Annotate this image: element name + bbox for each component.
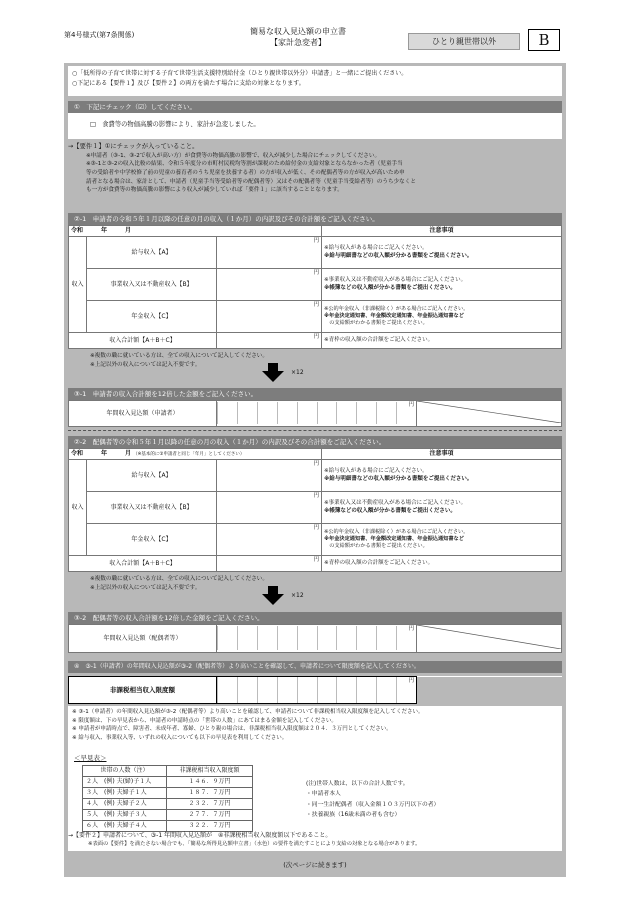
pension-input[interactable] bbox=[217, 301, 322, 333]
total-label: 収入合計額【A＋B＋C】 bbox=[69, 333, 217, 349]
note: ※給与明細書などの収入額が分かる書類をご提出ください。 bbox=[324, 475, 473, 482]
limit-note: ※ ③-1（申請者）の年間収入見込額が③-2（配偶者等）より高いことを確認して、申請者について非課税相当収入限度額を記入してください。 bbox=[72, 709, 424, 715]
yen-unit: 円 bbox=[313, 334, 319, 340]
s1-note: ※③-1と③-2の収入比較の結果、令和５年度分の市町村民税均等割が課税のため給付金の支給対象とならなかった者（児童手当 bbox=[86, 161, 403, 168]
requirement2-note: ※表面の【要件】を満たさない場合でも、「簡易な所得見込額申立書」（水色）の要件を満たすことにより支給の対象となる場合があります。 bbox=[88, 841, 421, 847]
yen-unit: 円 bbox=[313, 557, 319, 563]
salary-input[interactable] bbox=[217, 237, 322, 269]
intro-line-1: ○「低所得の子育て世帯に対する子育て世帯生活支援特別給付金（ひとり親世帯以外分）申請書」と一緒にご提出ください。 bbox=[72, 70, 408, 77]
document-title bbox=[228, 27, 368, 49]
down-arrow-icon bbox=[262, 363, 284, 382]
section3-2-bar: ③-2 配偶者等の収入合計額を12倍した金額をご記入ください。 bbox=[68, 612, 562, 624]
limit-table bbox=[68, 676, 562, 704]
business-income-input[interactable] bbox=[217, 269, 322, 301]
s2-2-foot: ※複数の職に就いている方は、全ての収入について記入してください。 bbox=[90, 576, 268, 582]
business-income-label: 事業収入又は不動産収入【B】 bbox=[87, 492, 217, 524]
yen-unit: 円 bbox=[313, 270, 319, 276]
limit-label: 非課税相当収入限度額 bbox=[69, 677, 217, 704]
limit-note: ※ 限度額は、下の早見表から、申請者の申請時点の「世帯の人数」にあてはまる金額を記入してください。 bbox=[72, 717, 337, 724]
yen-unit: 円 bbox=[408, 626, 414, 632]
section1-box bbox=[68, 113, 562, 139]
income-label: 収入 bbox=[69, 237, 87, 333]
business-income-input[interactable] bbox=[217, 492, 322, 524]
total-input[interactable] bbox=[217, 556, 322, 572]
s1-note: も一方が食費等の物価高騰の影響により収入が減少していれば「要件１」に該当することとなります。 bbox=[86, 187, 343, 194]
section2-2-bar: ②-2 配偶者等の令和５年１月以降の任意の月の収入（１か月）の内訳及びその合計額をご記入ください。 bbox=[68, 436, 562, 448]
qt-header: 世帯の人数（注） bbox=[83, 766, 167, 777]
limit-input[interactable] bbox=[217, 677, 417, 704]
income-label: 収入 bbox=[69, 460, 87, 556]
note: ※青枠の収入額の合計額をご記入ください。 bbox=[322, 333, 562, 349]
down-arrow-icon bbox=[262, 586, 284, 605]
divider bbox=[68, 430, 562, 431]
total-input[interactable] bbox=[217, 333, 322, 349]
pension-input[interactable] bbox=[217, 524, 322, 556]
s1-note: ※申請者（③-1、③-2で収入が高い方）が食費等の物価高騰の影響で、収入が減少した場合にチェックしてください。 bbox=[86, 152, 381, 159]
note: ※年金決定通知書、年金額改定通知書、年金振込通知書など bbox=[324, 313, 464, 320]
note: ※事業収入又は不動産収入がある場合にご記入ください。 bbox=[324, 500, 467, 507]
salary-label: 給与収入【A】 bbox=[87, 237, 217, 269]
requirement1: →【要件１】①にチェックが入っていること。 bbox=[68, 143, 199, 150]
form-letter: B bbox=[528, 29, 560, 51]
limit-note: ※ 申請者が申請時点で、障害者、未成年者、寡婦、ひとり親の場合は、非課税相当収入限度額は２０４．３万円としてください。 bbox=[72, 726, 392, 733]
note: ※帳簿などの収入額が分かる書類をご提出ください。 bbox=[324, 507, 456, 514]
s1-note: 等の受給者や中学校修了前の児童の養育者のうち児童を扶養する者）の方が収入が低く、その配偶者等の方が収入が高いため申 bbox=[86, 170, 405, 177]
yen-unit: 円 bbox=[313, 493, 319, 499]
annual-label: 年間収入見込額（配偶者等） bbox=[69, 625, 217, 653]
household-note: (注)世帯人数は、以下の合計人数です。 bbox=[306, 781, 409, 787]
note: ※給与収入がある場合にご記入ください。 bbox=[324, 245, 428, 252]
qt-cell: ３２２．７万円 bbox=[167, 821, 253, 832]
household-note: ・申請者本人 bbox=[306, 791, 341, 798]
note: の支給額がわかる書類をご提出ください。 bbox=[324, 542, 428, 549]
yen-unit: 円 bbox=[408, 678, 414, 684]
intro-line-2: ○下記にある【要件１】及び【要件２】の両方を満たす場合に支給の対象となります。 bbox=[72, 79, 305, 87]
applicant-annual-table bbox=[68, 400, 562, 427]
section3-1-bar: ③-1 申請者の収入合計額を12倍した金額をご記入ください。 bbox=[68, 388, 562, 400]
yen-unit: 円 bbox=[313, 238, 319, 244]
notes-header: 注意事項 bbox=[322, 449, 562, 460]
yen-unit: 円 bbox=[313, 525, 319, 531]
spouse-income-table bbox=[68, 448, 562, 572]
household-note: ・扶養親族（16歳未満の者も含む） bbox=[306, 812, 401, 819]
spouse-annual-table bbox=[68, 624, 562, 653]
note: ※給与収入がある場合にご記入ください。 bbox=[324, 468, 428, 475]
note: ※青枠の収入額の合計額をご記入ください。 bbox=[322, 556, 562, 572]
note: ※給与明細書などの収入額が分かる書類をご提出ください。 bbox=[324, 252, 473, 259]
month-field[interactable] bbox=[69, 449, 322, 460]
requirement2: →【要件２】申請者について、③-1 年間収入見込額が ④非課税相当収入限度額以下であること。 bbox=[68, 832, 332, 839]
pension-label: 年金収入【C】 bbox=[87, 524, 217, 556]
yen-unit: 円 bbox=[408, 402, 414, 408]
limit-notes-box bbox=[68, 706, 562, 851]
total-label: 収入合計額【A＋B＋C】 bbox=[69, 556, 217, 572]
diagonal-cell bbox=[417, 625, 562, 653]
note: ※年金決定通知書、年金額改定通知書、年金振込通知書など bbox=[324, 536, 464, 543]
quick-reference-table bbox=[82, 765, 253, 832]
household-type-badge: ひとり親世帯以外 bbox=[408, 33, 520, 50]
hardship-checkbox[interactable]: □ 食費等の物価高騰の影響により、家計が急変しました。 bbox=[90, 121, 260, 128]
section2-1-bar: ②-1 申請者の令和５年１月以降の任意の月の収入（１か月）の内訳及びその合計額をご記入ください。 bbox=[68, 213, 562, 225]
note: ※公的年金収入（非課税除く）がある場合にご記入ください。 bbox=[324, 306, 469, 313]
s1-note: 請者となる場合は、家計として、申請者（児童手当等受給者等の配偶者等）又はその配偶者等（児童手当受給者等）のうち少なくと bbox=[86, 178, 416, 185]
qt-cell: ２３２．７万円 bbox=[167, 799, 253, 810]
note: ※帳簿などの収入額が分かる書類をご提出ください。 bbox=[324, 284, 456, 291]
title-line-2: 【家計急変者】 bbox=[270, 37, 326, 47]
s2-1-foot: ※上記以外の収入については記入不要です。 bbox=[90, 361, 201, 368]
qt-cell: ４人 (例) 夫婦子２人 bbox=[83, 799, 167, 810]
qt-cell: １８７．７万円 bbox=[167, 788, 253, 799]
intro-box bbox=[68, 66, 562, 96]
qt-cell: ３人 (例) 夫婦子１人 bbox=[83, 788, 167, 799]
month-note: （※基本的に②申請者と同じ「年月」としてください） bbox=[133, 452, 245, 458]
qt-header: 非課税相当収入限度額 bbox=[167, 766, 253, 777]
times-twelve: ×12 bbox=[291, 369, 304, 376]
salary-input[interactable] bbox=[217, 460, 322, 492]
quick-table-title: ＜早見表＞ bbox=[74, 754, 107, 762]
diagonal-cell bbox=[417, 401, 562, 427]
note: ※公的年金収入（非課税除く）がある場合にご記入ください。 bbox=[324, 529, 469, 536]
note: ※事業収入又は不動産収入がある場合にご記入ください。 bbox=[324, 277, 467, 284]
limit-note: ※ 給与収入、事業収入等、いずれの収入についても以下の早見表を利用してください。 bbox=[72, 734, 288, 741]
times-twelve: ×12 bbox=[291, 592, 304, 599]
continued-footer: (次ページに続きます) bbox=[283, 861, 347, 869]
applicant-annual-input[interactable] bbox=[217, 401, 417, 427]
s2-1-foot: ※複数の職に就いている方は、全ての収入について記入してください。 bbox=[90, 353, 268, 359]
qt-cell: １４６．９万円 bbox=[167, 777, 253, 788]
form-number: 第4号様式(第7条関係) bbox=[64, 31, 135, 39]
qt-cell: ５人 (例) 夫婦子３人 bbox=[83, 810, 167, 821]
section4-bar: ④ ③-1（申請者）の年間収入見込額が③-2（配偶者等）より高いことを確認して、申請者について限度額を記入してください。 bbox=[68, 661, 562, 673]
applicant-income-table bbox=[68, 225, 562, 349]
notes-header: 注意事項 bbox=[322, 226, 562, 237]
yen-unit: 円 bbox=[313, 302, 319, 308]
annual-label: 年間収入見込額（申請者） bbox=[69, 401, 217, 427]
note: の支給額がわかる書類をご提出ください。 bbox=[324, 319, 428, 326]
qt-cell: ２人 (例) 夫(婦)子１人 bbox=[83, 777, 167, 788]
month-text: 令和 年 月 bbox=[71, 450, 132, 458]
business-income-label: 事業収入又は不動産収入【B】 bbox=[87, 269, 217, 301]
section1-bar: ① 下記にチェック（☑）してください。 bbox=[68, 101, 562, 113]
title-line-1: 簡易な収入見込額の申立書 bbox=[250, 27, 346, 36]
blank-cell bbox=[417, 677, 563, 704]
s2-2-foot: ※上記以外の収入については記入不要です。 bbox=[90, 584, 201, 591]
qt-cell: ６人 (例) 夫婦子４人 bbox=[83, 821, 167, 832]
qt-cell: ２７７．７万円 bbox=[167, 810, 253, 821]
month-field[interactable]: 令和 年 月 bbox=[69, 226, 322, 237]
yen-unit: 円 bbox=[313, 461, 319, 467]
pension-label: 年金収入【C】 bbox=[87, 301, 217, 333]
salary-label: 給与収入【A】 bbox=[87, 460, 217, 492]
household-note: ・同一生計配偶者（収入金額１０３万円以下の者） bbox=[306, 801, 440, 808]
spouse-annual-input[interactable] bbox=[217, 625, 417, 653]
